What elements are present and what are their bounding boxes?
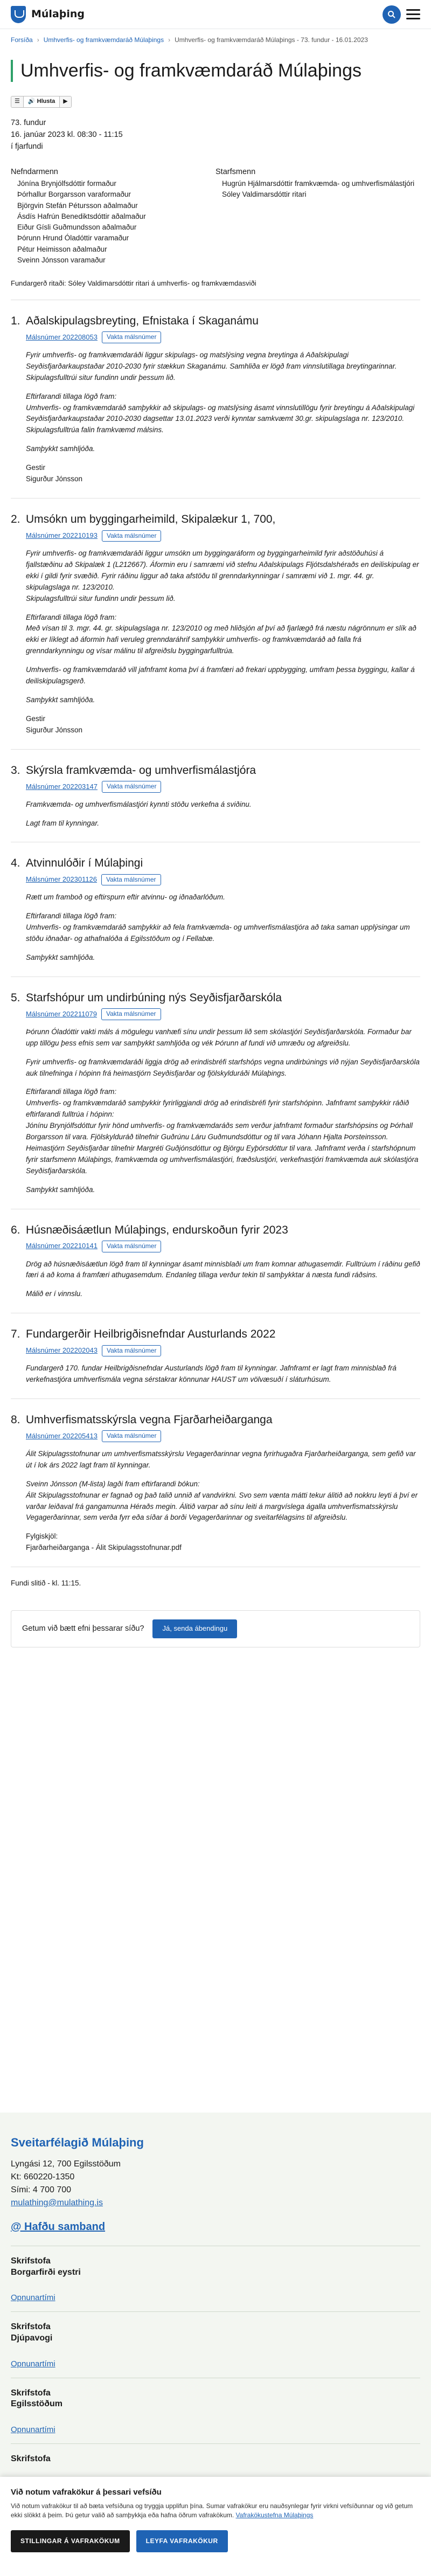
agenda-paragraph: Samþykkt samhljóða. xyxy=(26,953,95,961)
agenda-item-title xyxy=(11,1412,420,1428)
agenda-item xyxy=(11,300,420,498)
footer-phone: Sími: 4 700 700 xyxy=(11,2185,72,2194)
office-hours-link[interactable]: Opnunartími xyxy=(11,2359,55,2369)
agenda-item-heading: Aðalskipulagsbreyting, Efnistaka í Skaganámu xyxy=(26,315,259,328)
logo-mark-icon xyxy=(11,6,26,23)
player-menu-icon[interactable]: ☰ xyxy=(11,96,24,107)
agenda-item-heading: Umsókn um byggingarheimild, Skipalækur 1, 700, xyxy=(26,513,276,526)
feedback-question: Getum við bætt efni þessarar síðu? xyxy=(22,1624,144,1633)
agenda-item-heading: Starfshópur um undirbúning nýs Seyðisfjarðarskóla xyxy=(26,991,282,1004)
watch-case-button[interactable]: Vakta málsnúmer xyxy=(102,331,161,343)
listen-label: Hlusta xyxy=(37,98,55,105)
agenda-paragraph: Fyrir umhverfis- og framkvæmdaráði liggja drög að erindisbréfi starfshóps vegna undirbúnings við nýjan Seyðisfjarðarskóla auk tilnefninga í hópinn frá heimastjórn Seyðisfjarðar og fjölskylduráði Múlaþings. xyxy=(26,1057,420,1077)
menu-button[interactable] xyxy=(406,9,420,19)
agenda-item xyxy=(11,498,420,750)
footer-title: Sveitarfélagið Múlaþing xyxy=(11,2136,144,2149)
case-number-row xyxy=(11,874,420,885)
agenda-item-body xyxy=(11,892,420,964)
play-icon[interactable]: ▶ xyxy=(60,96,71,107)
case-number-link[interactable]: Málsnúmer 202210193 xyxy=(26,531,98,539)
agenda-item xyxy=(11,750,420,843)
minutes-author: Fundargerð ritaði: Sóley Valdimarsdóttir ritari á umhverfis- og framkvæmdasviði xyxy=(11,273,420,300)
member: Ásdís Hafrún Benediktsdóttir aðalmaður xyxy=(17,212,146,220)
footer-email[interactable]: mulathing@mulathing.is xyxy=(11,2198,103,2207)
agenda-item-body xyxy=(11,799,420,829)
member: Björgvin Stefán Pétursson aðalmaður xyxy=(17,201,138,210)
member: Þórhallur Borgarsson varaformaður xyxy=(17,190,131,199)
case-number-link[interactable]: Málsnúmer 202211079 xyxy=(26,1009,98,1018)
case-number-row xyxy=(11,1430,420,1442)
cookie-settings-button[interactable]: STILLINGAR Á VAFRAKÖKUM xyxy=(11,2530,130,2552)
agenda-item xyxy=(11,1399,420,1567)
agenda-paragraph: Eftirfarandi tillaga lögð fram: Umhverfis- og framkvæmdaráð samþykkir að skipulags- og matslýsing ásamt vinnslutillögu fyrir breytingu á Aðalskipulagi Seyðisfjarðarkaupstaðar 2010-2030 dagsettar 13.01.2023 verði kynntar samkvæmt 30.gr. skipulagslaga nr. 123/2010. Skipulagsfulltrúa falin framkvæmd málsins. xyxy=(26,392,415,434)
agenda-item-title xyxy=(11,990,420,1006)
search-button[interactable] xyxy=(383,5,401,24)
footer-kt: Kt: 660220-1350 xyxy=(11,2172,75,2182)
menu-icon xyxy=(406,9,420,11)
agenda-item-number: 7. xyxy=(11,1328,20,1341)
agenda-item-title xyxy=(11,1326,420,1342)
office-name: Skrifstofa Egilsstöðum xyxy=(11,2388,63,2409)
agenda-item-body xyxy=(11,350,420,485)
search-icon xyxy=(387,10,396,19)
meeting-number: 73. fundur xyxy=(11,119,46,128)
agenda-item-title xyxy=(11,511,420,528)
agenda-item-body xyxy=(11,1449,420,1554)
member: Eiður Gísli Guðmundsson aðalmaður xyxy=(17,223,137,232)
case-number-link[interactable]: Málsnúmer 202203147 xyxy=(26,782,98,791)
agenda-paragraph: Gestir Sigurður Jónsson xyxy=(26,714,83,734)
agenda-item-heading: Atvinnulóðir í Múlaþingi xyxy=(26,857,143,870)
agenda-item-title xyxy=(11,313,420,329)
attendees xyxy=(0,153,431,266)
speaker-icon: 🔊 xyxy=(27,98,37,105)
meeting-meta xyxy=(0,108,431,153)
audio-player xyxy=(11,96,72,108)
site-logo[interactable] xyxy=(11,6,85,23)
agenda-item-body xyxy=(11,1027,420,1196)
office-entry xyxy=(11,2312,420,2378)
feedback-box xyxy=(11,1610,420,1647)
agenda-paragraph: Samþykkt samhljóða. xyxy=(26,1185,95,1194)
agenda-item-heading: Skýrsla framkvæmda- og umhverfismálastjóra xyxy=(26,764,256,777)
agenda-item-number: 6. xyxy=(11,1223,20,1236)
case-number-row xyxy=(11,1345,420,1356)
case-number-link[interactable]: Málsnúmer 202210141 xyxy=(26,1242,98,1250)
cookie-policy-link[interactable]: Vafrakökustefna Múlaþings xyxy=(235,2511,314,2519)
watch-case-button[interactable]: Vakta málsnúmer xyxy=(102,1345,161,1356)
agenda-paragraph: Framkvæmda- og umhverfismálastjóri kynnti stöðu verkefna á sviðinu. xyxy=(26,800,252,808)
agenda-item-title xyxy=(11,855,420,871)
office-name: Skrifstofa xyxy=(11,2454,51,2463)
agenda-item-number: 3. xyxy=(11,764,20,777)
member: Pétur Heimisson aðalmaður xyxy=(17,245,107,253)
member: Sveinn Jónsson varamaður xyxy=(17,255,106,264)
agenda-paragraph: Eftirfarandi tillaga lögð fram: Með vísan til 3. mgr. 44. gr. skipulagslaga nr. 123/2010 og með hliðsjón af því að fjarlægð frá næstu nágrönnum er slík að ekki er líklegt að áformin hafi veruleg grenndaráhrif samþykkir umhverfis- og framkvæmdaráð að falla frá grenndarkynningu og vísar málinu til afgreiðslu byggingarfulltrúa. xyxy=(26,613,416,655)
watch-case-button[interactable]: Vakta málsnúmer xyxy=(102,530,161,542)
breadcrumb-current: Umhverfis- og framkvæmdaráð Múlaþings - 73. fundur - 16.01.2023 xyxy=(175,36,368,44)
agenda-item xyxy=(11,842,420,977)
cookie-accept-button[interactable]: LEYFA VAFRAKÖKUR xyxy=(136,2530,228,2552)
case-number-row xyxy=(11,781,420,792)
agenda-item-number: 1. xyxy=(11,315,20,328)
breadcrumb-separator: › xyxy=(37,36,39,44)
agenda-paragraph: Fylgiskjöl: Fjarðarheiðarganga - Álit Skipulagsstofnunar.pdf xyxy=(26,1532,182,1552)
agenda-items xyxy=(0,300,431,1567)
office-list xyxy=(11,2246,420,2487)
footer-contact xyxy=(11,2158,420,2210)
committee-heading: Nefndarmenn xyxy=(11,168,58,177)
agenda-paragraph: Álit Skipulagsstofnunar um umhverfismatsskýrslu Vegagerðarinnar vegna fyrirhugaðra Fjarðarheiðarganga, sem gefið var út í lok árs 2022 lagt fram til kynningar. xyxy=(26,1449,416,1469)
agenda-paragraph: Sveinn Jónsson (M-lista) lagði fram eftirfarandi bókun: Álit Skipulagsstofnunar er fagnað og það talið unnið af vandvirkni. Svo sem vænta mátti tekur álitið að nokkru leyti á því er varðar leiðaval frá gangamunna Héraðs megin. Álitið varpar að sínu leiti á margvíslega ágalla umhverfismatsskýrslu Vegagerðarinnar, sem verða fyrr eða síðar á borði Vegagerðarinnar og sveitarfélagsins til afgreiðslu. xyxy=(26,1479,418,1522)
meeting-closing: Fundi slitið - kl. 11:15. xyxy=(11,1579,81,1588)
agenda-paragraph: Eftirfarandi tillaga lögð fram: Umhverfis- og framkvæmdaráð samþykkir fyrirliggjandi drög að erindisbréfi fyrir starfshópinn. Jafnframt samþykkir ráðið eftirfarandi fulltrúa í hópinn: Jónínu Brynjólfsdóttur fyrir hönd umhverfis- og framkvæmdaráðs sem verður jafnframt formaður starfshópsins og Þórhall Borgarsson til vara. Fjölskylduráð tilnefnir Guðrúnu Láru Guðmundsdóttur og til vara Jóhann Hjalta Þorsteinsson. Heimastjórn Seyðisfjarðar tilnefnir Margréti Guðjónsdóttur og Björgu Eyþórsdóttur til vara. Jafnframt verða í starfshópnum fyrir starfsmenn Múlaþings, framkvæmda og umhverfismálastjóri, fræðslustjóri, verkefnastjóri framkvæmda auk skólastjóra Seyðisfjarðarskóla. xyxy=(26,1088,419,1175)
agenda-paragraph: Málið er í vinnslu. xyxy=(26,1290,83,1298)
page-title-wrap xyxy=(11,60,420,82)
agenda-paragraph: Umhverfis- og framkvæmdaráð vill jafnframt koma því á framfæri að frekari uppbygging, umfram þessa byggingu, kallar á deiliskipulagsgerð. xyxy=(26,666,415,685)
case-number-row xyxy=(11,1008,420,1020)
agenda-item xyxy=(11,1209,420,1314)
cookie-text xyxy=(11,2502,420,2520)
agenda-paragraph: Drög að húsnæðisáætlun lögð fram til kynningar ásamt minnisblaði um fram komnar athugasemdir. Fulltrúum í ráðinu gefið færi á að koma á framfæri athugasemdum. Endanleg tillaga verður tekin til samþykktar á næsta fundi ráðsins. xyxy=(26,1259,420,1279)
case-number-row xyxy=(11,530,420,542)
office-hours-link[interactable]: Opnunartími xyxy=(11,2425,55,2435)
case-number-link[interactable]: Málsnúmer 202208053 xyxy=(26,333,98,341)
office-entry xyxy=(11,2378,420,2444)
agenda-item-body xyxy=(11,1259,420,1300)
breadcrumb xyxy=(0,29,431,51)
committee-members xyxy=(11,167,215,266)
watch-case-button[interactable]: Vakta málsnúmer xyxy=(101,1008,161,1020)
agenda-paragraph: Lagt fram til kynningar. xyxy=(26,819,100,827)
watch-case-button[interactable]: Vakta málsnúmer xyxy=(101,874,161,885)
member: Þórunn Hrund Óladóttir varamaður xyxy=(17,234,129,243)
agenda-item-heading: Húsnæðisáætlun Múlaþings, endurskoðun fyrir 2023 xyxy=(26,1223,288,1236)
agenda-item-title xyxy=(11,763,420,779)
agenda-paragraph: Fyrir umhverfis- og framkvæmdaráði liggur skipulags- og matslýsing vegna breytinga á Aðalskipulagi Seyðisfjarðarkaupstaðar 2010-2030 fyrir stækkun Skaganámu. Samhliða er lögð fram vinnslutillaga breytingarinnar. Skipulagsfulltrúi situr fundinn undir þessum lið. xyxy=(26,350,397,382)
staff-member: Hugrún Hjálmarsdóttir framkvæmda- og umhverfismálastjóri xyxy=(222,179,415,188)
staff-heading: Starfsmenn xyxy=(215,168,256,177)
agenda-paragraph: Gestir Sigurður Jónsson xyxy=(26,463,83,483)
agenda-paragraph: Rætt um framboð og eftirspurn eftir atvinnu- og iðnaðarlóðum. xyxy=(26,893,225,902)
footer-address: Lyngási 12, 700 Egilsstöðum xyxy=(11,2159,121,2169)
case-number-link[interactable]: Málsnúmer 202202043 xyxy=(26,1346,98,1355)
page-title: Umhverfis- og framkvæmdaráð Múlaþings xyxy=(20,60,362,81)
agenda-paragraph: Samþykkt samhljóða. xyxy=(26,696,95,704)
agenda-paragraph: Þórunn Óladóttir vakti máls á mögulegu vanhæfi sínu undir þessum lið sem skólastjóri Seyðisfjarðarskóla. Formaður bar upp tillögu þess efnis sem var samþykkt samhljóða og vék Þórunn af fundi við umræðu og afgreiðslu. xyxy=(26,1027,412,1047)
case-number-link[interactable]: Málsnúmer 202205413 xyxy=(26,1431,98,1440)
cookie-banner xyxy=(0,2477,431,2576)
staff-member: Sóley Valdimarsdóttir ritari xyxy=(222,190,307,199)
office-name: Skrifstofa Djúpavogi xyxy=(11,2322,53,2343)
staff-members xyxy=(215,167,420,266)
listen-button[interactable] xyxy=(24,96,60,107)
cookie-text-body: Við notum vafrakökur til að bæta vefsíðuna og tryggja upplifun þína. Sumar vafrakökur eru nauðsynlegar fyrir virkni vefsíðunnar og við getum ekki slökkt á þeim. Þú getur valið að samþykkja eða hafna öðrum vafrakökum. xyxy=(11,2502,413,2519)
agenda-paragraph: Eftirfarandi tillaga lögð fram: Umhverfis- og framkvæmdaráð samþykkir að fela framkvæmda- og umhverfismálastjóra að taka saman upplýsingar um stöðu iðnaðar- og athafnalóða á Egilsstöðum og í Fellabæ. xyxy=(26,912,410,943)
contact-us-link[interactable]: @ Hafðu samband xyxy=(11,2219,420,2246)
watch-case-button[interactable]: Vakta málsnúmer xyxy=(102,781,161,792)
agenda-item-number: 4. xyxy=(11,857,20,870)
breadcrumb-home[interactable]: Forsíða xyxy=(11,36,33,44)
breadcrumb-parent[interactable]: Umhverfis- og framkvæmdaráð Múlaþings xyxy=(43,36,164,44)
member: Jónína Brynjólfsdóttir formaður xyxy=(17,179,116,188)
agenda-item-number: 5. xyxy=(11,991,20,1004)
cookie-buttons xyxy=(11,2530,420,2552)
agenda-item-body xyxy=(11,1363,420,1386)
site-header xyxy=(0,0,431,29)
agenda-paragraph: Fundargerð 170. fundar Heilbrigðisnefndar Austurlands lögð fram til kynningar. Jafnframt er lagt fram minnisblað frá verkefnastjóra umhverfismála vegna sérstakrar könnunar HAUST um völvæsuðí í sláturhúsum. xyxy=(26,1364,397,1384)
agenda-item xyxy=(11,1313,420,1399)
agenda-item-heading: Fundargerðir Heilbrigðisnefndar Austurlands 2022 xyxy=(26,1328,276,1341)
office-entry xyxy=(11,2246,420,2312)
logo-text: Múlaþing xyxy=(31,8,85,20)
breadcrumb-separator: › xyxy=(168,36,171,44)
agenda-item-body xyxy=(11,548,420,736)
meeting-date: 16. janúar 2023 kl. 08:30 - 11:15 xyxy=(11,130,123,139)
case-number-link[interactable]: Málsnúmer 202301126 xyxy=(26,875,98,884)
meeting-place: í fjarfundi xyxy=(11,142,43,151)
case-number-row xyxy=(11,331,420,343)
agenda-item xyxy=(11,977,420,1209)
agenda-paragraph: Fyrir umhverfis- og framkvæmdaráði liggur umsókn um byggingaráform og byggingarheimild fyrir aðstöðuhúsi á fjallstæðinu að Skipalæk 1 (L212667). Áformin eru í samræmi við stefnu Aðalskipulags Fljótsdalshéraðs en deiliskipulag er ekki í gildi fyrir svæðið. Fyrir ráðinu liggur að taka afstöðu til grenndarkynningar í samræmi við 1. mgr. 44. gr. skipulagslaga nr. 123/2010. Skipulagsfulltrúi situr fundinn undir þessum lið. xyxy=(26,549,419,603)
header-actions xyxy=(383,5,420,24)
cookie-title: Við notum vafrakökur á þessari vefsíðu xyxy=(11,2488,162,2497)
case-number-row xyxy=(11,1241,420,1252)
feedback-button[interactable]: Já, senda ábendingu xyxy=(152,1619,237,1638)
agenda-item-number: 2. xyxy=(11,513,20,526)
agenda-item-number: 8. xyxy=(11,1414,20,1426)
watch-case-button[interactable]: Vakta málsnúmer xyxy=(102,1241,161,1252)
agenda-paragraph: Samþykkt samhljóða. xyxy=(26,445,95,453)
office-hours-link[interactable]: Opnunartími xyxy=(11,2293,55,2303)
office-name: Skrifstofa Borgarfirði eystri xyxy=(11,2256,81,2277)
agenda-item-heading: Umhverfismatsskýrsla vegna Fjarðarheiðarganga xyxy=(26,1414,273,1426)
agenda-item-title xyxy=(11,1222,420,1238)
watch-case-button[interactable]: Vakta málsnúmer xyxy=(102,1430,161,1442)
